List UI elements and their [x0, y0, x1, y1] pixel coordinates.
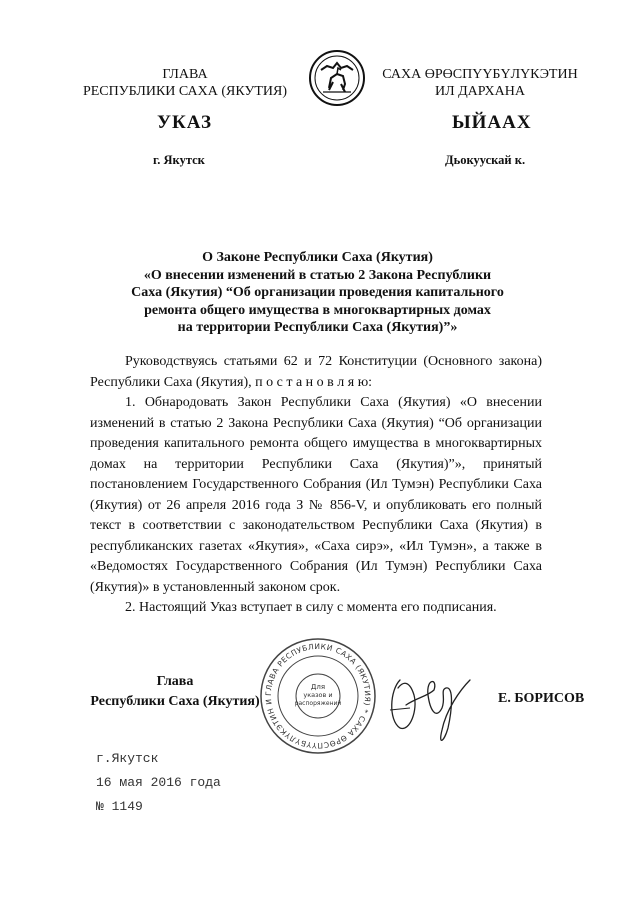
stamp-center-line1: Для [310, 683, 326, 691]
stamp-center-line2: указов и [303, 691, 333, 699]
title-line4: ремонта общего имущества в многоквартирных домах [144, 302, 491, 318]
city-ru: г. Якутск [153, 153, 205, 167]
header-left-line2: РЕСПУБЛИКИ САХА (ЯКУТИЯ) [82, 84, 288, 99]
signature-position [60, 672, 290, 712]
handwritten-signature [370, 650, 480, 750]
header-right-line1: САХА ӨРӨСПҮҮБҮЛҮКЭТИН [382, 67, 578, 82]
signature-position-line1: Глава [156, 674, 194, 689]
title-line1: О Законе Республики Саха (Якутия) [202, 250, 433, 265]
doc-type-ru: УКАЗ [157, 112, 212, 133]
registration-block [96, 747, 221, 819]
signature-position-line2: Республики Саха (Якутия) [90, 694, 260, 709]
item-2-paragraph: 2. Настоящий Указ вступает в силу с момента его подписания. [125, 600, 497, 615]
official-stamp [258, 636, 378, 756]
header-left [60, 66, 310, 100]
header-left-line1: ГЛАВА [162, 67, 208, 82]
stamp-outer-text: ГЛАВА РЕСПУБЛИКИ САХА (ЯКУТИЯ) * САХА ӨРӨСПҮҮБҮЛҮКЭТИН И [263, 641, 373, 751]
signatory-name: Е. БОРИСОВ [498, 691, 585, 706]
item-1-paragraph: 1. Обнародовать Закон Республики Саха (Якутия) «О внесении изменений в статью 2 Закона Республики Саха (Якутия) “Об организации проведения капитального ремонта общего имущества в многоквартирных домах на территории Республики Саха (Якутия)”», принятый постановлением Государственного Собрания (Ил Тумэн) Республики Саха (Якутия) от 26 апреля 2016 года З № 856-V, и опубликовать его полный текст в соответствии с законодательством Республики Саха (Якутия) в республиканских газетах «Якутия», «Саха сирэ», «Ил Тумэн», а также в «Ведомостях Государственного Собрания (Ил Тумэн) Республики Саха (Якутия)» в установленный законом срок. [90, 395, 542, 595]
registration-number: № 1149 [96, 799, 143, 814]
decree-body [90, 352, 542, 619]
title-line2: «О внесении изменений в статью 2 Закона Республики [143, 267, 492, 283]
decree-title [90, 249, 545, 337]
registration-date: 16 мая 2016 года [96, 775, 221, 790]
registration-city: г.Якутск [96, 751, 159, 766]
intro-paragraph: Руководствуясь статьями 62 и 72 Конституции (Основного закона) Республики Саха (Якутия), п о с т а н о в л я ю: [90, 354, 542, 390]
header-right-line2: ИЛ ДАРХАНА [434, 84, 525, 99]
header-right [355, 66, 605, 100]
title-line3: Саха (Якутия) “Об организации проведения капитального [131, 285, 504, 300]
stamp-center-line3: распоряжений [294, 700, 342, 707]
city-sakha: Дьокуускай к. [445, 153, 526, 167]
title-line5: на территории Республики Саха (Якутия)”» [177, 320, 458, 335]
doc-type-sakha: ЫЙААХ [452, 112, 532, 133]
